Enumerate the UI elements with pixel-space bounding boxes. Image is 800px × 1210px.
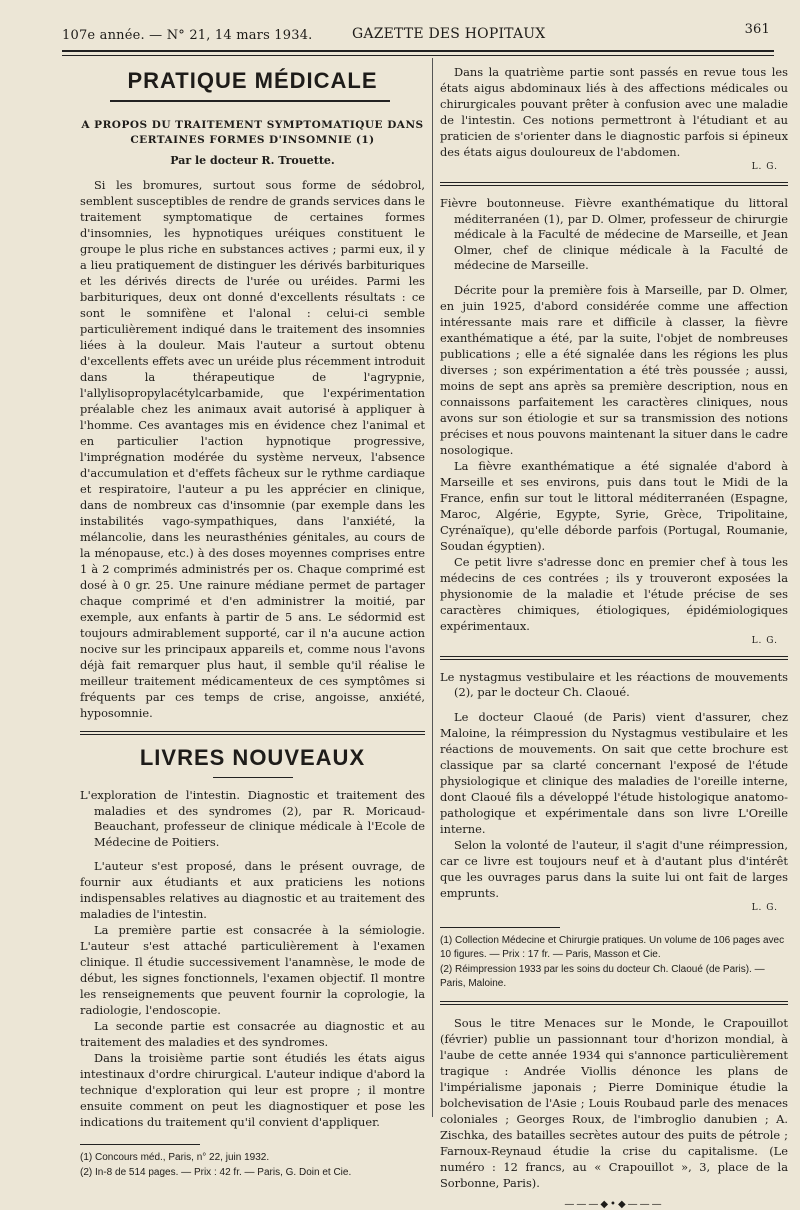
footnote-right-1: (1) Collection Médecine et Chirurgie pratiques. Un volume de 106 pages avec 10 figures. — Prix : 17 fr. — Paris, Masson et Cie. (440, 934, 785, 960)
right-footnotes (440, 934, 788, 991)
article-byline: Par le docteur R. Trouette. (170, 154, 335, 167)
book3-paragraph-2: Selon la volonté de l'auteur, il s'agit d'une réimpression, car ce livre est toujours neuf et à d'autant plus d'intérêt que les ouvrages parus dans la suite lui ont fait de larges emprunts. (440, 837, 788, 900)
book3-paragraph-1: Le docteur Claoué (de Paris) vient d'assurer, chez Maloine, la réimpression du Nystagmus vestibulaire et les réactions de mouvements. On sait que cette brochure est classique par sa clarté concernant l'exposé de l'étude physiologique et clinique des maladies de l'oreille interne, dont Claoué fils a développé l'étude histologique anatomo-pathologique et expérimentale dans son livre L'Oreille interne. (440, 709, 788, 836)
book2-heading: Fièvre boutonneuse. Fièvre exanthématique du littoral méditerranéen (1), par D. Olmer, professeur de chirurgie médicale à la Faculté de médecine de Marseille, et Jean Olmer, chef de clinique médicale à la Faculté de médecine de Marseille. (440, 196, 788, 272)
closing-ornament: ———◆•◆——— (564, 1198, 664, 1210)
closing-paragraph: Sous le titre Menaces sur le Monde, le Crapouillot (février) publie un passionnant tour d'horizon mondial, à l'aube de cette année 1934 qui s'annonce particulièrement tragique : Andrée Viollis dénonce les plans de l'impérialisme japonais ; Pierre Dominique étudie la bolchevisation de l'Asie ; Louis Roubaud parle des menaces coloniales ; Georges Roux, de l'imbroglio danubien ; A. Zischka, des batailles secrètes autour des puits de pétrole ; Farnoux-Reynaud étudie la crise du capitalisme. (Le numéro : 12 francs, au « Crapouillot », 3, place de la Sorbonne, Paris). (440, 1015, 788, 1190)
book1-paragraph-3: La seconde partie est consacrée au diagnostic et au traitement des maladies et des syndromes. (80, 1019, 425, 1049)
section-title-rule (110, 100, 390, 102)
article-body: Si les bromures, surtout sous forme de sédobrol, semblent susceptibles de rendre de grands services dans le traitement symptomatique de certaines formes d'insomnies, les hypnotiques uréiques constituent le groupe le plus riche en substances actives ; parmi eux, il y a lieu pratiquement de distinguer les dérivés barbituriques et les dérivés directs de l'urée ou uréides. Parmi les barbituriques, deux ont donné d'excellents résultats : ce sont le somnifène et l'alonal : celui-ci semble particulièrement indiqué dans le traitement des insomnies liées à la douleur. Mais l'auteur a surtout obtenu d'excellents effets avec un uréide plus récemment introduit dans la thérapeutique de l'agrypnie, l'allylisopropylacétylcarbamide, que l'expérimentation préalable chez les animaux avait autorisé à appliquer à l'homme. Ces avantages mis en évidence chez l'animal et en particulier l'action hypnotique progressive, l'imprégnation modérée du système nerveux, l'absence d'accumulation et d'effets fâcheux sur le rythme cardiaque et respiratoire, l'auteur a pu les apprécier en clinique, dans de nombreux cas d'insomnie (par exemple dans les instabilités vago-sympathiques, dans l'anxiété, la mélancolie, dans les neurasthénies génitales, au cours de la ménopause, etc.) à des doses moyennes comprises entre 1 à 2 comprimés administrés per os. Chaque comprimé est dosé à 0 gr. 25. Une rainure médiane permet de partager chaque comprimé et d'en administrer la moitié, par exemple, aux enfants à partir de 5 ans. Le sédormid est toujours admirablement supporté, car il n'a aucune action nocive sur les principaux appareils et, comme nous l'avons déjà fait remarquer plus haut, il semble qu'il réalise le meilleur traitement médicamenteux de ces symptômes si fréquents par ces temps de crise, angoisse, anxiété, hyposomnie. (80, 178, 425, 720)
book2-paragraph-1: Décrite pour la première fois à Marseille, par D. Olmer, en juin 1925, d'abord considérée comme une affection intéressante mais rare et difficile à classer, la fièvre exanthématique a été, par la suite, l'objet de nombreuses publications ; elle a été signalée dans les régions les plus diverses ; son expérimentation a été très poussée ; aussi, moins de sept ans après sa première description, nous en connaissons parfaitement les caractères cliniques, nous avons sur son étiologie et sur sa transmission des notions précises et nous pouvons maintenant la situer dans le cadre nosologique. (440, 282, 788, 457)
review-separator-2 (440, 656, 788, 660)
footnote-2: (2) In-8 de 514 pages. — Prix : 42 fr. — Paris, G. Doin et Cie. (80, 1167, 352, 1178)
book2-paragraph-2: La fièvre exanthématique a été signalée d'abord à Marseille et ses environs, puis dans tout le Midi de la France, enfin sur tout le littoral méditerranéen (Espagne, Maroc, Algérie, Egypte, Syrie, Grèce, Tripolitaine, Cyrénaïque), qu'elle déborde parfois (Portugal, Roumanie, Soudan égyptien). (440, 458, 788, 553)
header-rule (62, 50, 774, 52)
signature-3: L. G. (751, 902, 778, 913)
review-separator-3 (440, 1001, 788, 1005)
book1-paragraph-1: L'auteur s'est proposé, dans le présent ouvrage, de fournir aux étudiants et aux praticiens les notions indispensables relatives au diagnostic et au traitement des maladies de l'intestin. (80, 859, 425, 921)
header-rule-thin (62, 55, 774, 56)
book1-paragraph-2: La première partie est consacrée à la sémiologie. L'auteur s'est attaché particulièrement à l'examen clinique. Il étudie successivement l'anamnèse, le mode de début, les signes fonctionnels, l'examen objectif. Il montre les renseignements que peuvent fournir la coprologie, la radiologie, l'endoscopie. (80, 923, 425, 1017)
book1-paragraph-5: Dans la quatrième partie sont passés en revue tous les états aigus abdominaux liés à des affections médicales ou chirurgicales pouvant prêter à confusion avec une maladie de l'intestin. Ces notions permettront à l'étudiant et au praticien de s'orienter dans le diagnostic parfois si épineux des états aigus douloureux de l'abdomen. (440, 65, 788, 159)
book2-paragraph-3: Ce petit livre s'adresse donc en premier chef à tous les médecins de ces contrées ; ils y trouveront exposées la physionomie de la maladie et l'étude précise de ses caractères chimiques, étiologiques, épidémiologiques expérimentaux. (440, 554, 788, 633)
book3-heading: Le nystagmus vestibulaire et les réactions de mouvements (2), par le docteur Ch. Claoué. (440, 669, 788, 699)
signature-2: L. G. (751, 635, 778, 646)
issue-info: 107e année. — N° 21, 14 mars 1934. (62, 28, 313, 43)
signature-1: L. G. (751, 162, 778, 172)
section-title-rule-2 (213, 777, 293, 778)
footnote-rule-right (440, 927, 560, 928)
section-title-livres: LIVRES NOUVEAUX (139, 745, 366, 770)
section-title-pratique: PRATIQUE MÉDICALE (127, 68, 378, 93)
review-separator-1 (440, 182, 788, 186)
footnote-right-2: (2) Réimpression 1933 par les soins du docteur Ch. Claoué (de Paris). — Paris, Maloine. (440, 963, 765, 989)
footnote-1: (1) Concours méd., Paris, n° 22, juin 1932. (80, 1152, 270, 1163)
book1-paragraph-4: Dans la troisième partie sont étudiés les états aigus intestinaux d'ordre chirurgical. L'auteur indique d'abord la technique d'exploration qui leur est propre ; il montre ensuite comment on peut les diagnostiquer et pose les indications du traitement qu'il convient d'appliquer. (80, 1051, 425, 1129)
left-footnotes (80, 1151, 425, 1180)
publication-title: GAZETTE DES HOPITAUX (352, 26, 546, 42)
article-title: A PROPOS DU TRAITEMENT SYMPTOMATIQUE DANS CERTAINES FORMES D'INSOMNIE (1) (81, 119, 424, 146)
book1-heading: L'exploration de l'intestin. Diagnostic et traitement des maladies et des syndromes (2), par R. Moricaud-Beauchant, professeur de clinique médicale à l'Ecole de Médecine de Poitiers. (80, 788, 425, 849)
page-number: 361 (744, 22, 770, 37)
page-header (62, 22, 770, 48)
section-separator (80, 731, 425, 735)
right-column (440, 64, 788, 1210)
footnote-rule (80, 1144, 200, 1145)
left-column (80, 64, 425, 1178)
column-divider (432, 58, 433, 1117)
